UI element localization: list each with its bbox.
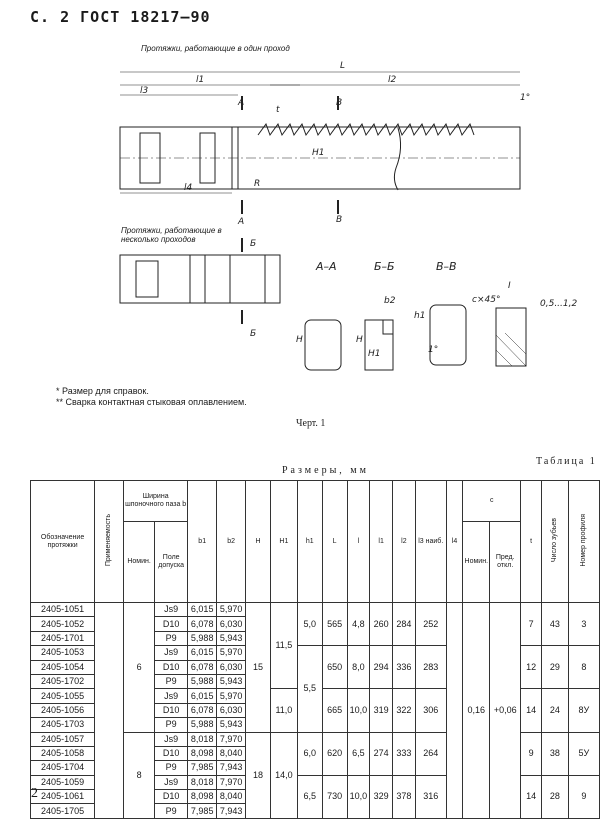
table-cell: D10 <box>155 703 188 717</box>
table-cell: 7,970 <box>217 732 246 746</box>
detail-I: I <box>508 281 511 291</box>
table-cell: D10 <box>155 617 188 631</box>
table-cell: Js9 <box>155 732 188 746</box>
table-cell: 5,970 <box>217 689 246 703</box>
table-cell: P9 <box>155 718 188 732</box>
col-b2: b2 <box>217 481 246 603</box>
table-cell: 6,078 <box>188 660 217 674</box>
page-number: 2 <box>31 786 38 801</box>
dim-l4: l4 <box>184 183 193 193</box>
table-cell: 6,015 <box>188 603 217 617</box>
table-cell: 620 <box>322 732 347 775</box>
table-cell: 319 <box>370 689 393 732</box>
table-cell <box>446 603 463 819</box>
table-cell: 6,030 <box>217 617 246 631</box>
dim-l3: l3 <box>140 86 149 96</box>
table-cell: 7,943 <box>217 804 246 818</box>
table-cell: 11,0 <box>270 689 297 732</box>
table-cell: D10 <box>155 660 188 674</box>
dim-t: t <box>276 105 280 115</box>
table-cell: 6,078 <box>188 703 217 717</box>
section-title-ББ: Б–Б <box>374 260 395 273</box>
table-cell: 24 <box>541 689 568 732</box>
table-cell: 12 <box>521 646 542 689</box>
dim-angle-2: 1° <box>428 345 439 355</box>
table-caption: Размеры, мм <box>282 465 369 476</box>
table-cell: 8,0 <box>347 646 370 689</box>
table-cell: 7,970 <box>217 775 246 789</box>
table-cell: 8 <box>124 732 155 818</box>
table-cell: 14 <box>521 689 542 732</box>
table-cell: 7,943 <box>217 761 246 775</box>
table-cell: 15 <box>246 603 271 733</box>
col-l1: l1 <box>370 481 393 603</box>
dim-H-a: H <box>296 335 303 345</box>
table-cell: 6,5 <box>347 732 370 775</box>
footnotes <box>56 386 247 408</box>
col-profile: Номер профиля <box>568 481 599 603</box>
table-cell: P9 <box>155 804 188 818</box>
table-cell: 6,078 <box>188 617 217 631</box>
col-c: c <box>463 481 521 522</box>
note-2: ** Сварка контактная стыковая оплавлением. <box>56 397 247 407</box>
table-cell: 11,5 <box>270 603 297 689</box>
dim-angle: 1° <box>520 93 531 103</box>
table-cell: 5,988 <box>188 674 217 688</box>
col-teeth: Число зубьев <box>541 481 568 603</box>
sect-Б-top: Б <box>250 239 257 249</box>
table-cell: 2405-1702 <box>31 674 95 688</box>
table-cell: 10,0 <box>347 689 370 732</box>
table-cell: 252 <box>415 603 446 646</box>
table-cell: 38 <box>541 732 568 775</box>
table-cell: 283 <box>415 646 446 689</box>
col-c-dev: Пред. откл. <box>490 522 521 603</box>
table-cell: 2405-1054 <box>31 660 95 674</box>
table-cell: 378 <box>393 775 416 818</box>
col-h1: h1 <box>297 481 322 603</box>
table-cell: 5,943 <box>217 631 246 645</box>
table-cell: 5,970 <box>217 603 246 617</box>
table-cell: 294 <box>370 646 393 689</box>
table-cell: 6 <box>124 603 155 733</box>
table-cell <box>95 603 124 819</box>
table-cell: 7,985 <box>188 804 217 818</box>
table-cell: 5,943 <box>217 674 246 688</box>
table-cell: 6,0 <box>297 732 322 775</box>
col-applicability: Применяемость <box>95 481 124 603</box>
col-b-nom: Номин. <box>124 522 155 603</box>
table-cell: 14 <box>521 775 542 818</box>
table-cell: 2405-1705 <box>31 804 95 818</box>
table-cell: 6,015 <box>188 689 217 703</box>
table-cell: 2405-1053 <box>31 646 95 660</box>
table-cell: 5У <box>568 732 599 775</box>
table-cell: 8,018 <box>188 732 217 746</box>
table-cell: 2405-1057 <box>31 732 95 746</box>
table-cell: 6,030 <box>217 703 246 717</box>
dim-H1-b: H1 <box>368 349 381 359</box>
table-cell: 316 <box>415 775 446 818</box>
col-slot-width: Ширина шпоночного паза b <box>124 481 188 522</box>
table-cell: 5,988 <box>188 631 217 645</box>
table-cell: 2405-1056 <box>31 703 95 717</box>
table-cell: 4,8 <box>347 603 370 646</box>
table-cell: 650 <box>322 646 347 689</box>
col-tolerance: Поле допуска <box>155 522 188 603</box>
table-cell: 5,0 <box>297 603 322 646</box>
table-cell: 274 <box>370 732 393 775</box>
table-cell: 7 <box>521 603 542 646</box>
table-cell: 2405-1701 <box>31 631 95 645</box>
table-cell: 2405-1704 <box>31 761 95 775</box>
sect-A-bot: А <box>238 217 245 227</box>
label-one-pass: Протяжки, работающие в один проход <box>141 44 290 53</box>
table-cell: 8,040 <box>217 790 246 804</box>
section-title-AA: А–А <box>316 260 337 273</box>
dim-R: R <box>254 179 261 189</box>
table-cell: 5,988 <box>188 718 217 732</box>
table-cell: P9 <box>155 674 188 688</box>
table-cell: 9 <box>568 775 599 818</box>
table-cell: 329 <box>370 775 393 818</box>
col-c-nom: Номин. <box>463 522 490 603</box>
table-cell: 7,985 <box>188 761 217 775</box>
sect-B-bot: В <box>336 215 343 225</box>
dim-L: L <box>340 61 346 71</box>
table-cell: 665 <box>322 689 347 732</box>
dim-l2: l2 <box>388 75 397 85</box>
table-cell: 8,098 <box>188 790 217 804</box>
table-cell: Js9 <box>155 689 188 703</box>
dim-b2: b2 <box>384 296 396 306</box>
table-cell: 18 <box>246 732 271 818</box>
col-t: t <box>521 481 542 603</box>
note-1: * Размер для справок. <box>56 386 149 396</box>
table-cell: 322 <box>393 689 416 732</box>
table-cell: P9 <box>155 631 188 645</box>
table-number: Таблица 1 <box>536 456 597 467</box>
table-cell: 565 <box>322 603 347 646</box>
sect-A-top: А <box>238 98 245 108</box>
col-designation: Обозначение протяжки <box>31 481 95 603</box>
col-l3: l3 наиб. <box>415 481 446 603</box>
table-cell: 260 <box>370 603 393 646</box>
col-l: l <box>347 481 370 603</box>
table-cell: 3 <box>568 603 599 646</box>
col-H1: H1 <box>270 481 297 603</box>
dimensions-table <box>30 480 600 819</box>
dim-H1: H1 <box>312 148 325 158</box>
table-cell: 5,943 <box>217 718 246 732</box>
table-cell: P9 <box>155 761 188 775</box>
dim-cx45: c×45° <box>472 295 501 305</box>
table-cell: 10,0 <box>347 775 370 818</box>
table-cell: Js9 <box>155 646 188 660</box>
table-cell: 8,098 <box>188 746 217 760</box>
col-l2: l2 <box>393 481 416 603</box>
sect-Б-bot: Б <box>250 329 257 339</box>
table-cell: 28 <box>541 775 568 818</box>
table-cell: 2405-1059 <box>31 775 95 789</box>
dim-h1: h1 <box>414 311 426 321</box>
table-cell: 6,015 <box>188 646 217 660</box>
table-cell: 2405-1052 <box>31 617 95 631</box>
table-cell: 2405-1703 <box>31 718 95 732</box>
table-cell: 264 <box>415 732 446 775</box>
table-cell: 306 <box>415 689 446 732</box>
table-cell: +0,06 <box>490 603 521 819</box>
col-H: H <box>246 481 271 603</box>
table-cell: D10 <box>155 746 188 760</box>
table-cell: 2405-1058 <box>31 746 95 760</box>
dim-05-12: 0,5...1,2 <box>540 299 578 309</box>
label-multi-pass: Протяжки, работающие в несколько проходов <box>121 226 222 244</box>
table-cell: 8,018 <box>188 775 217 789</box>
table-cell: Js9 <box>155 603 188 617</box>
table-cell: 2405-1051 <box>31 603 95 617</box>
table-cell: 6,030 <box>217 660 246 674</box>
table-cell: 5,5 <box>297 646 322 732</box>
col-b1: b1 <box>188 481 217 603</box>
table-cell: 6,5 <box>297 775 322 818</box>
table-cell: 336 <box>393 646 416 689</box>
sect-B-top: В <box>336 98 343 108</box>
table-cell: 9 <box>521 732 542 775</box>
dim-H-b: H <box>356 335 363 345</box>
dim-l1: l1 <box>196 75 205 85</box>
table-cell: 2405-1061 <box>31 790 95 804</box>
table-cell: 8 <box>568 646 599 689</box>
table-cell: Js9 <box>155 775 188 789</box>
table-row <box>31 603 600 617</box>
table-cell: 8У <box>568 689 599 732</box>
table-cell: 0,16 <box>463 603 490 819</box>
col-l4: l4 <box>446 481 463 603</box>
table-cell: 43 <box>541 603 568 646</box>
table-cell: 284 <box>393 603 416 646</box>
table-cell: 8,040 <box>217 746 246 760</box>
page-header: С. 2 ГОСТ 18217—90 <box>30 8 211 26</box>
table-cell: 333 <box>393 732 416 775</box>
table-cell: 29 <box>541 646 568 689</box>
table-cell: 730 <box>322 775 347 818</box>
table-cell: D10 <box>155 790 188 804</box>
table-cell: 2405-1055 <box>31 689 95 703</box>
table-cell: 14,0 <box>270 732 297 818</box>
figure-caption: Черт. 1 <box>296 418 326 429</box>
col-L: L <box>322 481 347 603</box>
section-title-ВВ: В–В <box>436 260 457 273</box>
table-cell: 5,970 <box>217 646 246 660</box>
